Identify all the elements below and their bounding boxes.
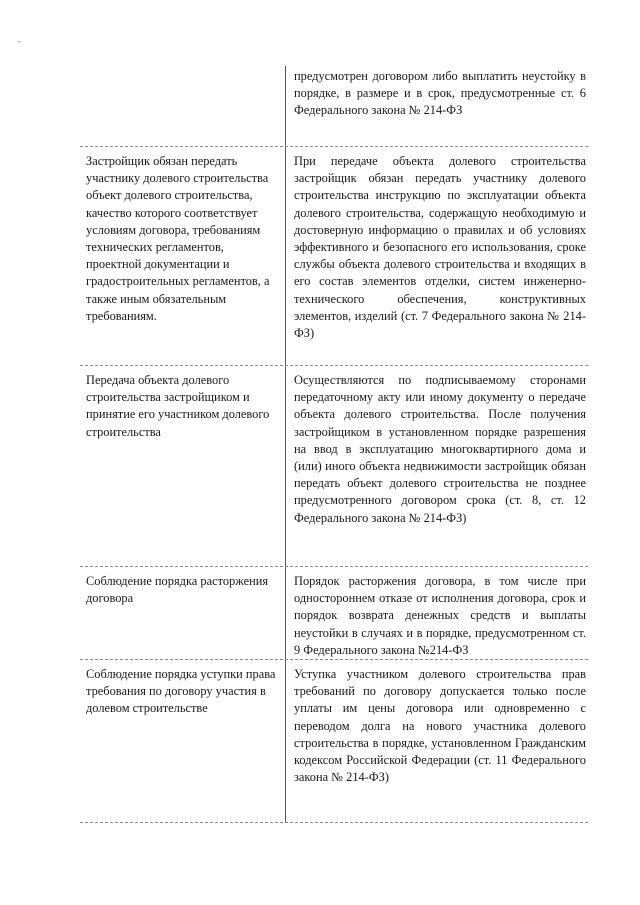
page-corner-mark: - [18,36,21,46]
requirement-cell: Застройщик обязан передать участнику долевого строительства объект долевого строительства, качество которого соответствует условиям договора, требованиям технических регламентов, проектной документации и градостроительных регламентов, а также иным обязательным требованиям. [86,154,270,323]
description-cell: Порядок расторжения договора, в том числе при одностороннем отказе от исполнения договора, срок и порядок возврата денежных средств и выплаты неустойки в случаях и в порядке, предусмотренном ст. 9 Федерального закона №214-ФЗ [285,567,588,659]
table-row [80,566,588,659]
description-cell: предусмотрен договором либо выплатить неустойку в порядке, в размере и в срок, предусмотренные ст. 6 Федерального закона № 214-ФЗ [285,66,588,146]
requirements-table [80,66,588,823]
table-row [80,365,588,566]
requirement-cell: Соблюдение порядка расторжения договора [86,574,269,606]
table-row [80,146,588,365]
description-cell: Уступка участником долевого строительства прав требований по договору допускается только после уплаты им цены договора или одновременно с переводом долга на нового участника долевого строительства в порядке, установленном Гражданским кодексом Российской Федерации (ст. 11 Федерального закона № 214-ФЗ) [285,660,588,822]
table-row [80,66,588,146]
description-cell: Осуществляются по подписываемому сторонами передаточному акту или иному документу о передаче объекта долевого строительства. После получения застройщиком в установленном порядке разрешения на ввод в эксплуатацию многоквартирного дома и (или) иного объекта недвижимости застройщик обязан передать объект долевого строительства не позднее предусмотренного договором срока (ст. 8, ст. 12 Федерального закона № 214-ФЗ) [285,366,588,566]
requirement-cell: Передача объекта долевого строительства застройщиком и принятие его участником долевого строительства [86,373,270,439]
table-row [80,659,588,823]
description-cell: При передаче объекта долевого строительства застройщик обязан передать участнику долевого строительства инструкцию по эксплуатации объекта долевого строительства, содержащую необходимую и достоверную информацию о правилах и об условиях эффективного и безопасного его использования, сроке службы объекта долевого строительства и входящих в его состав элементов отделки, систем инженерно-технического обеспечения, конструктивных элементов, изделий (ст. 7 Федерального закона № 214-ФЗ) [285,147,588,365]
requirement-cell [80,66,285,146]
requirement-cell: Соблюдение порядка уступки права требования по договору участия в долевом строительстве [86,667,276,716]
